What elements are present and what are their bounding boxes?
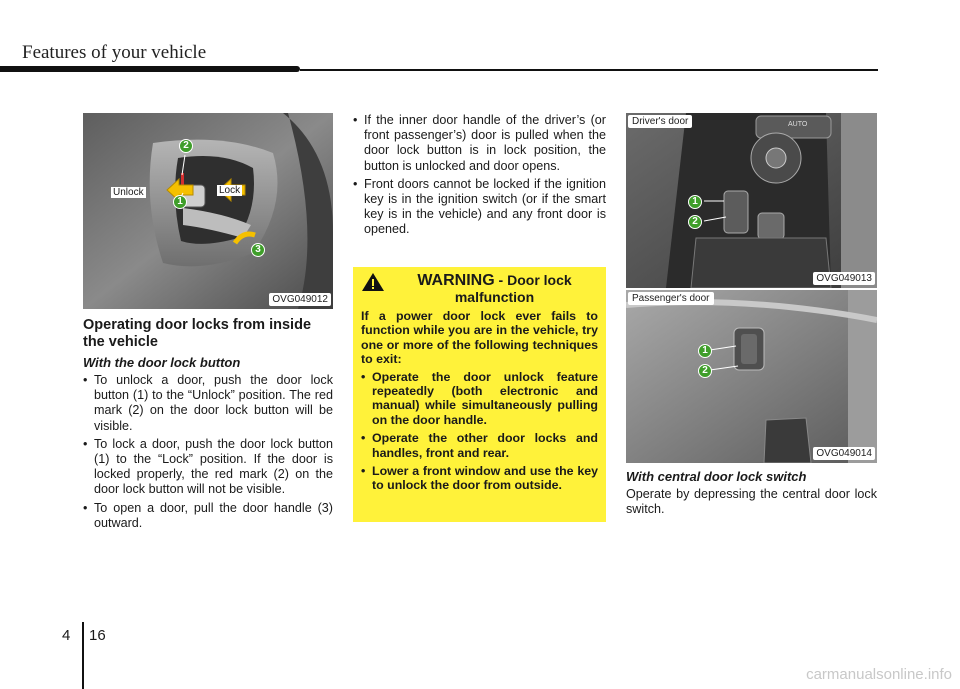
door-handle-photo [83, 113, 333, 309]
page-number: 16 [89, 627, 106, 644]
footer-divider [82, 622, 84, 689]
switch-auto-label: AUTO [788, 121, 808, 128]
header-rule-thin [300, 69, 878, 71]
pull-arrow-icon [235, 234, 255, 243]
callout-2: 2 [179, 139, 193, 153]
callout-1: 1 [688, 195, 702, 209]
callout-2: 2 [688, 215, 702, 229]
middle-column [353, 113, 606, 241]
list-item: • To lock a door, push the door lock button (1) to the “Lock” position. If the door is locked properly, the red mark (2) on the door lock button will not be visible. [83, 437, 333, 498]
passenger-door-illustration [626, 290, 877, 463]
watermark: carmanualsonline.info [806, 666, 952, 683]
door-handle-annotations [83, 113, 333, 309]
paragraph: Operate by depressing the central door lock switch. [626, 487, 877, 517]
list-item: • Front doors cannot be locked if the ignition key is in the ignition switch (or if the smart key is in the vehicle) and any front door is opened. [353, 177, 606, 238]
chapter-number: 4 [62, 627, 71, 644]
callout-3: 3 [251, 243, 265, 257]
warning-title [391, 272, 598, 305]
header-rule-thick [0, 66, 300, 72]
driver-door-illustration [626, 113, 877, 288]
figure-code: OVG049014 [813, 447, 875, 460]
unlock-label: Unlock [113, 187, 144, 198]
warning-word: WARNING [417, 272, 495, 289]
warning-list [361, 370, 598, 493]
warning-box [353, 267, 606, 522]
passenger-door-photo [626, 290, 877, 463]
subsection-title: With central door lock switch [626, 469, 807, 484]
right-column [626, 113, 877, 517]
figure-code: OVG049013 [813, 272, 875, 285]
list-item: • Operate the door unlock feature repeatedly (both electronic and manual) while simultaneously pulling on the door handle. [361, 370, 598, 428]
left-column [83, 113, 333, 534]
figure-tag: Driver's door [628, 115, 692, 128]
callout-2: 2 [698, 364, 712, 378]
instruction-list [83, 373, 333, 531]
page-header-title: Features of your vehicle [22, 42, 207, 63]
list-item: • To open a door, pull the door handle (3) outward. [83, 501, 333, 531]
section-title: Operating door locks from inside the vehicle [83, 317, 312, 350]
driver-door-photo [626, 113, 877, 288]
list-item: • Lower a front window and use the key to unlock the door from outside. [361, 464, 598, 493]
list-item: • If the inner door handle of the driver’s (or front passenger’s) door is pulled when the door lock button is in lock position, the button is unlocked and door opens. [353, 113, 606, 174]
note-list [353, 113, 606, 238]
list-item: • To unlock a door, push the door lock button (1) to the “Unlock” position. The red mark (2) on the door lock button will be visible. [83, 373, 333, 434]
figure-tag: Passenger's door [628, 292, 714, 305]
warning-body: If a power door lock ever fails to function while you are in the vehicle, try one or more of the following techniques to exit: [361, 309, 598, 367]
warning-subject: - Door lock malfunction [454, 272, 572, 305]
callout-1: 1 [173, 195, 187, 209]
figure-code: OVG049012 [269, 293, 331, 306]
list-item: • Operate the other door locks and handles, front and rear. [361, 431, 598, 460]
warning-triangle-icon [361, 272, 385, 292]
subsection-title: With the door lock button [83, 355, 241, 370]
lock-label: Lock [219, 185, 241, 196]
callout-1: 1 [698, 344, 712, 358]
